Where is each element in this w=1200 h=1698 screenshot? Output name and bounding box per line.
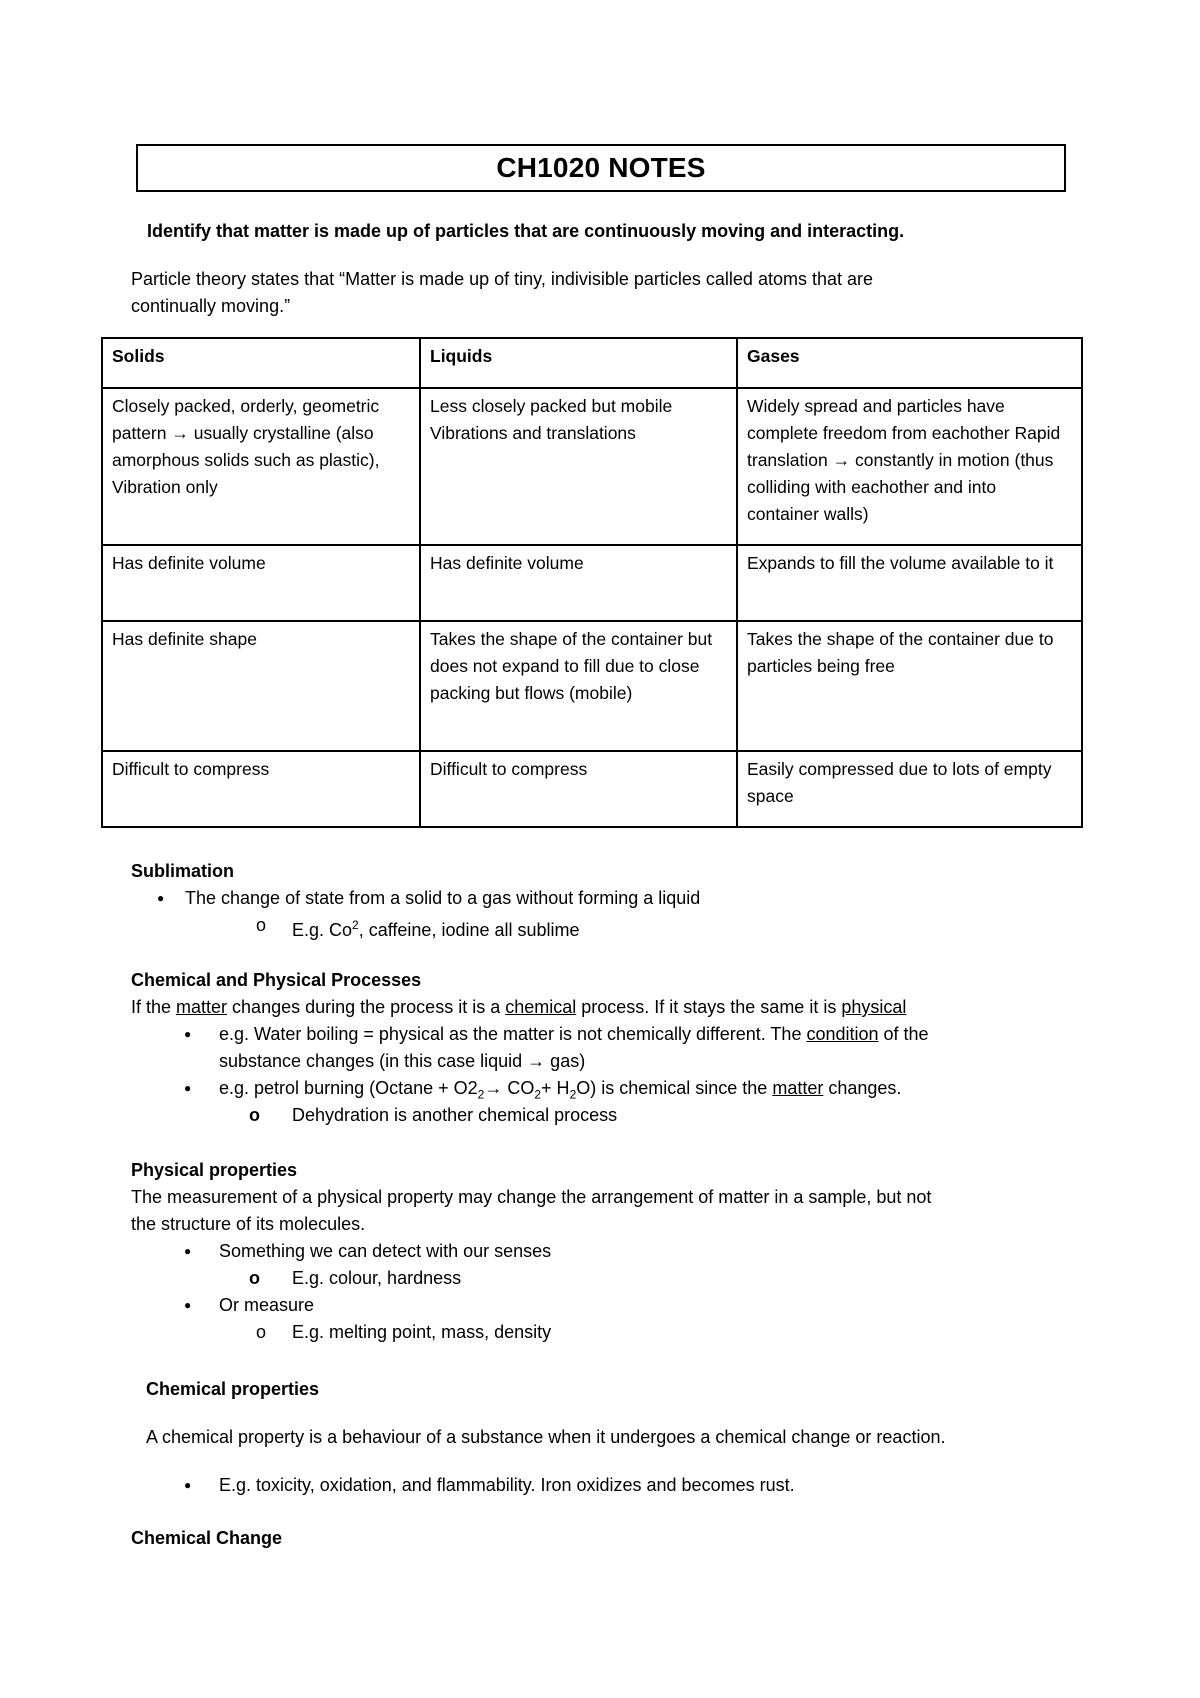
sublimation-bullet-1: The change of state from a solid to a gas without forming a liquid xyxy=(185,888,701,908)
processes-bullet-1-line-2: substance changes (in this case liquid → gas) xyxy=(219,1051,586,1071)
bullet-icon: ● xyxy=(184,1298,192,1312)
table-cell: Easily compressed due to lots of empty space xyxy=(737,751,1082,827)
chemical-bullet-1: E.g. toxicity, oxidation, and flammability. Iron oxidizes and becomes rust. xyxy=(219,1475,795,1495)
processes-heading: Chemical and Physical Processes xyxy=(131,970,422,990)
table-cell: Takes the shape of the container due to particles being free xyxy=(737,621,1082,751)
header-liquids: Liquids xyxy=(420,338,737,388)
physical-sub-bullet-2: E.g. melting point, mass, density xyxy=(292,1322,552,1342)
chemical-heading: Chemical properties xyxy=(146,1379,320,1399)
chemical-definition: A chemical property is a behaviour of a substance when it undergoes a chemical change or reaction. xyxy=(146,1427,946,1447)
table-cell: Has definite shape xyxy=(102,621,420,751)
table-row xyxy=(102,388,1082,545)
page-title: CH1020 NOTES xyxy=(136,144,1066,192)
sub-bullet-icon: o xyxy=(249,1268,260,1288)
sub-bullet-icon: o xyxy=(256,1322,267,1342)
processes-definition: If the matter changes during the process it is a chemical process. If it stays the same it is physical xyxy=(131,997,907,1017)
processes-sub-bullet: Dehydration is another chemical process xyxy=(292,1105,618,1125)
bullet-icon: ● xyxy=(184,1244,192,1258)
sub-bullet-icon: o xyxy=(256,915,267,935)
physical-line-1: The measurement of a physical property may change the arrangement of matter in a sample, but not xyxy=(131,1187,932,1207)
physical-bullet-1: Something we can detect with our senses xyxy=(219,1241,552,1261)
bullet-icon: ● xyxy=(184,1081,192,1095)
intro-paragraph-line-1: Particle theory states that “Matter is made up of tiny, indivisible particles called atoms that are xyxy=(131,269,873,289)
processes-bullet-2: e.g. petrol burning $(Octane + O2_2\to CO_2+ H_2O)$ is chemical since the matter changes. xyxy=(219,1078,902,1102)
table-row xyxy=(102,545,1082,621)
table-row xyxy=(102,621,1082,751)
table-cell: Expands to fill the volume available to it xyxy=(737,545,1082,621)
table-header-row xyxy=(102,338,1082,388)
sublimation-example: E.g. Co$^2$, caffeine, iodine all sublime xyxy=(292,918,580,940)
table-cell: Widely spread and particles have complete freedom from eachother Rapid translation → constantly in motion (thus colliding with eachother and into container walls) xyxy=(737,388,1082,545)
table-cell: Has definite volume xyxy=(420,545,737,621)
chemical-change-heading: Chemical Change xyxy=(131,1528,283,1548)
header-gases: Gases xyxy=(737,338,1082,388)
bullet-icon: ● xyxy=(184,1478,192,1492)
sub-bullet-icon: o xyxy=(249,1105,260,1125)
physical-heading: Physical properties xyxy=(131,1160,298,1180)
intro-heading: Identify that matter is made up of particles that are continuously moving and interacting. xyxy=(147,221,905,241)
table-cell: Difficult to compress xyxy=(420,751,737,827)
table-cell: Closely packed, orderly, geometric pattern → usually crystalline (also amorphous solids such as plastic), Vibration only xyxy=(102,388,420,545)
header-solids: Solids xyxy=(102,338,420,388)
states-of-matter-table xyxy=(101,337,1083,828)
physical-bullet-2: Or measure xyxy=(219,1295,315,1315)
table-cell: Has definite volume xyxy=(102,545,420,621)
table-row xyxy=(102,751,1082,827)
physical-sub-bullet-1: E.g. colour, hardness xyxy=(292,1268,462,1288)
bullet-icon: ● xyxy=(184,1027,192,1041)
table-cell: Takes the shape of the container but does not expand to fill due to close packing but flows (mobile) xyxy=(420,621,737,751)
processes-bullet-1: e.g. Water boiling = physical as the matter is not chemically different. The condition of the xyxy=(219,1024,929,1044)
physical-line-2: the structure of its molecules. xyxy=(131,1214,366,1234)
sublimation-heading: Sublimation xyxy=(131,861,234,881)
table-cell: Difficult to compress xyxy=(102,751,420,827)
table-cell: Less closely packed but mobile Vibrations and translations xyxy=(420,388,737,545)
intro-paragraph-line-2: continually moving.” xyxy=(131,296,291,316)
bullet-icon: ● xyxy=(157,891,165,905)
